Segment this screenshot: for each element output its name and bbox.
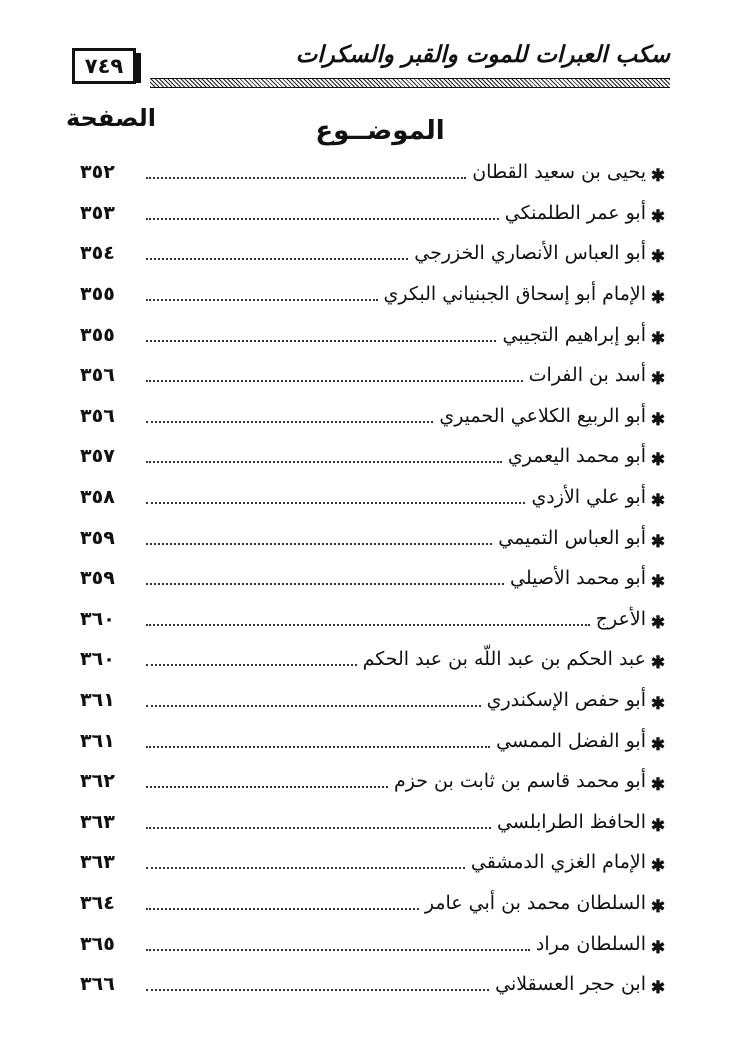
toc-entry-title: الإمام الغزي الدمشقي [470, 851, 646, 874]
toc-entry [80, 396, 670, 437]
toc-entry [80, 761, 670, 802]
asterisk-icon: ✱ [650, 491, 666, 512]
toc-entry-page: ٣٥٤ [80, 242, 115, 265]
dot-leader [146, 218, 499, 220]
toc-entry [80, 639, 670, 680]
toc-entry [80, 436, 670, 477]
dot-leader [146, 746, 490, 748]
toc-entry-page: ٣٦٢ [80, 770, 115, 793]
asterisk-icon: ✱ [650, 369, 666, 390]
asterisk-icon: ✱ [650, 612, 666, 633]
asterisk-icon: ✱ [650, 978, 666, 999]
dot-leader [146, 908, 419, 910]
toc-entry-title: أبو حفص الإسكندري [486, 689, 646, 712]
toc-entry-title: الإمام أبو إسحاق الجبنياني البكري [383, 283, 646, 306]
toc-entry-title: أبو إبراهيم التجيبي [502, 323, 646, 346]
asterisk-icon: ✱ [650, 409, 666, 430]
toc-entry-page: ٣٥٦ [80, 404, 115, 427]
toc-entry-title: ابن حجر العسقلاني [495, 973, 646, 996]
toc-entry-title: أبو محمد الأصيلي [510, 567, 646, 590]
asterisk-icon: ✱ [650, 815, 666, 836]
asterisk-icon: ✱ [650, 734, 666, 755]
toc-entry-page: ٣٦٦ [80, 973, 115, 996]
dot-leader [146, 299, 378, 301]
toc-entry-page: ٣٥٨ [80, 486, 115, 509]
toc-entry-page: ٣٦٥ [80, 932, 115, 955]
dot-leader [146, 583, 504, 585]
dot-leader [146, 827, 491, 829]
asterisk-icon: ✱ [650, 937, 666, 958]
toc-entry [80, 923, 670, 964]
toc-entry-title: أبو علي الأزدي [531, 486, 646, 509]
toc-entry-title: أبو العباس التميمي [498, 526, 646, 549]
asterisk-icon: ✱ [650, 572, 666, 593]
toc-entry-page: ٣٦١ [80, 729, 115, 752]
page-header [72, 42, 670, 94]
page-number-box [72, 48, 136, 84]
toc-entry [80, 842, 670, 883]
asterisk-icon: ✱ [650, 206, 666, 227]
toc-entry [80, 477, 670, 518]
asterisk-icon: ✱ [650, 694, 666, 715]
toc-entry-page: ٣٦٠ [80, 648, 115, 671]
toc-entry [80, 720, 670, 761]
dot-leader [146, 989, 489, 991]
page-column-heading: الصفحة [66, 104, 157, 132]
toc-entry [80, 558, 670, 599]
dot-leader [146, 949, 530, 951]
toc-entry-page: ٣٥٥ [80, 283, 115, 306]
asterisk-icon: ✱ [650, 166, 666, 187]
toc-entry-page: ٣٦٤ [80, 891, 115, 914]
toc-entry-title: أبو الفضل الممسي [496, 729, 646, 752]
toc-entry-title: أبو عمر الطلمنكي [504, 201, 646, 224]
toc-entry [80, 152, 670, 193]
asterisk-icon: ✱ [650, 288, 666, 309]
toc-entry [80, 599, 670, 640]
dot-leader [146, 624, 590, 626]
toc-entry [80, 964, 670, 1005]
asterisk-icon: ✱ [650, 531, 666, 552]
toc-entry-title: السلطان مراد [535, 932, 646, 955]
toc-entry-page: ٣٦٣ [80, 851, 115, 874]
toc-entry [80, 517, 670, 558]
header-rule [150, 78, 670, 88]
toc-entry [80, 680, 670, 721]
toc-entry-title: عبد الحكم بن عبد اللّه بن عبد الحكم [362, 648, 646, 671]
toc-entry-page: ٣٦٠ [80, 607, 115, 630]
dot-leader [146, 867, 465, 869]
dot-leader [146, 258, 408, 260]
toc-entry [80, 314, 670, 355]
asterisk-icon: ✱ [650, 775, 666, 796]
dot-leader [146, 177, 466, 179]
toc-entry [80, 802, 670, 843]
toc-entry [80, 274, 670, 315]
toc-entry [80, 355, 670, 396]
toc-entry-title: الأعرج [595, 607, 646, 630]
dot-leader [146, 421, 433, 423]
toc-entry-title: أبو محمد قاسم بن ثابت بن حزم [394, 770, 646, 793]
toc-entry-page: ٣٦٣ [80, 810, 115, 833]
toc-entry-title: أسد بن الفرات [528, 364, 646, 387]
running-title: سكب العبرات للموت والقبر والسكرات [295, 42, 670, 68]
topic-column-heading: الموضــوع [315, 116, 445, 146]
asterisk-icon: ✱ [650, 653, 666, 674]
toc-entry-page: ٣٥٣ [80, 201, 115, 224]
dot-leader [146, 340, 496, 342]
toc-entry-page: ٣٦١ [80, 689, 115, 712]
dot-leader [146, 786, 388, 788]
asterisk-icon: ✱ [650, 896, 666, 917]
toc-entry-title: السلطان محمد بن أبي عامر [424, 891, 646, 914]
toc-entry-page: ٣٥٦ [80, 364, 115, 387]
toc-entry-title: يحيى بن سعيد القطان [472, 161, 646, 184]
dot-leader [146, 461, 502, 463]
asterisk-icon: ✱ [650, 856, 666, 877]
toc-entry-title: أبو محمد اليعمري [507, 445, 646, 468]
toc-entry [80, 883, 670, 924]
asterisk-icon: ✱ [650, 328, 666, 349]
dot-leader [146, 705, 481, 707]
toc-entry-page: ٣٥٥ [80, 323, 115, 346]
asterisk-icon: ✱ [650, 247, 666, 268]
dot-leader [146, 380, 523, 382]
toc-entry-page: ٣٥٩ [80, 526, 115, 549]
toc-entry-page: ٣٥٩ [80, 567, 115, 590]
toc-entry [80, 193, 670, 234]
toc-entries [80, 152, 670, 1004]
toc-entry-title: الحافظ الطرابلسي [496, 810, 646, 833]
dot-leader [146, 664, 357, 666]
toc-entry-title: أبو العباس الأنصاري الخزرجي [414, 242, 646, 265]
toc-entry-title: أبو الربيع الكلاعي الحميري [439, 404, 646, 427]
dot-leader [146, 543, 492, 545]
toc-entry-page: ٣٥٧ [80, 445, 115, 468]
toc-entry-page: ٣٥٢ [80, 161, 115, 184]
dot-leader [146, 502, 525, 504]
toc-entry [80, 233, 670, 274]
page-number: ٧٤٩ [84, 54, 124, 78]
asterisk-icon: ✱ [650, 450, 666, 471]
